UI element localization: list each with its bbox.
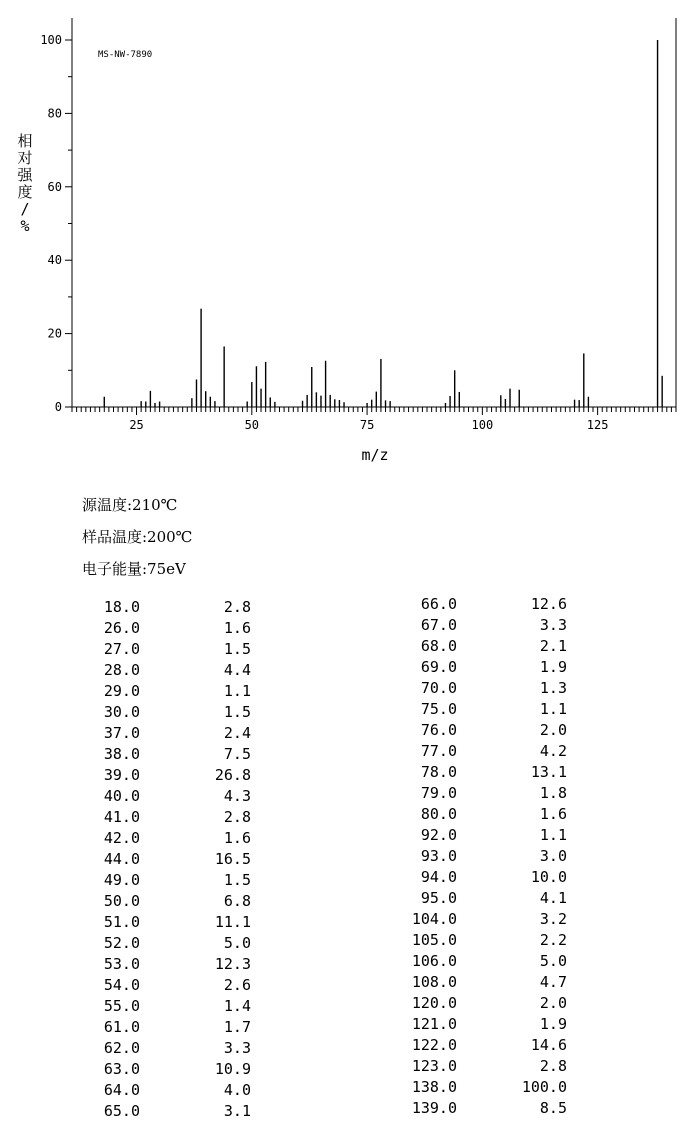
- table-intensity-value: 1.5: [223, 703, 251, 721]
- table-intensity-value: 1.8: [539, 784, 567, 802]
- table-intensity-value: 3.2: [539, 910, 567, 928]
- table-mz-value: 75.0: [420, 700, 457, 718]
- table-intensity-value: 16.5: [214, 850, 251, 868]
- x-tick-label: 100: [471, 418, 494, 432]
- table-intensity-value: 1.6: [223, 829, 251, 847]
- table-intensity-value: 1.9: [539, 658, 567, 676]
- y-tick-label: 80: [47, 106, 62, 121]
- table-intensity-value: 5.0: [223, 934, 251, 952]
- x-axis-label: m/z: [361, 446, 389, 464]
- table-mz-value: 54.0: [103, 976, 140, 994]
- table-intensity-value: 4.2: [539, 742, 567, 760]
- table-intensity-value: 2.4: [223, 724, 251, 742]
- table-intensity-value: 1.6: [223, 619, 251, 637]
- table-mz-value: 37.0: [103, 724, 140, 742]
- table-mz-value: 66.0: [420, 595, 457, 613]
- table-mz-value: 122.0: [411, 1036, 457, 1054]
- table-intensity-value: 10.0: [530, 868, 567, 886]
- table-mz-value: 92.0: [420, 826, 457, 844]
- table-mz-value: 41.0: [103, 808, 140, 826]
- table-intensity-value: 1.5: [223, 871, 251, 889]
- table-intensity-value: 6.8: [223, 892, 251, 910]
- y-tick-label: 100: [40, 33, 62, 47]
- table-mz-value: 28.0: [103, 661, 140, 679]
- table-mz-value: 53.0: [103, 955, 140, 973]
- table-intensity-value: 2.8: [539, 1057, 567, 1075]
- y-axis-label-char: /: [20, 200, 30, 218]
- table-intensity-value: 11.1: [214, 913, 251, 931]
- table-mz-value: 51.0: [103, 913, 140, 931]
- table-mz-value: 95.0: [420, 889, 457, 907]
- table-intensity-value: 26.8: [214, 766, 251, 784]
- table-intensity-value: 4.7: [539, 973, 567, 991]
- y-tick-label: 0: [54, 400, 62, 414]
- table-intensity-value: 1.1: [539, 700, 567, 718]
- y-tick-label: 60: [47, 179, 62, 194]
- table-mz-value: 120.0: [411, 994, 457, 1012]
- y-tick-label: 40: [47, 253, 62, 268]
- electron-energy: 电子能量:75eV: [82, 560, 186, 578]
- table-intensity-value: 8.5: [539, 1099, 567, 1117]
- table-mz-value: 105.0: [411, 931, 457, 949]
- table-intensity-value: 1.7: [223, 1018, 251, 1036]
- sample-temperature: 样品温度:200℃: [82, 528, 193, 546]
- table-intensity-value: 4.3: [223, 787, 251, 805]
- table-mz-value: 106.0: [411, 952, 457, 970]
- table-intensity-value: 2.0: [539, 994, 567, 1012]
- x-tick-label: 25: [129, 418, 144, 432]
- table-mz-value: 62.0: [103, 1039, 140, 1057]
- table-mz-value: 39.0: [103, 766, 140, 784]
- y-axis-label-char: 度: [17, 183, 33, 201]
- x-tick-label: 75: [359, 418, 375, 432]
- table-mz-value: 64.0: [103, 1081, 140, 1099]
- table-intensity-value: 2.1: [539, 637, 567, 655]
- table-mz-value: 104.0: [411, 910, 457, 928]
- table-mz-value: 52.0: [103, 934, 140, 952]
- table-mz-value: 40.0: [103, 787, 140, 805]
- table-mz-value: 69.0: [420, 658, 457, 676]
- table-mz-value: 94.0: [420, 868, 457, 886]
- table-intensity-value: 100.0: [521, 1078, 567, 1096]
- table-mz-value: 138.0: [411, 1078, 457, 1096]
- table-mz-value: 61.0: [103, 1018, 140, 1036]
- table-mz-value: 50.0: [103, 892, 140, 910]
- table-intensity-value: 10.9: [214, 1060, 251, 1078]
- table-mz-value: 38.0: [103, 745, 140, 763]
- table-intensity-value: 1.4: [223, 997, 251, 1015]
- chart-watermark: MS-NW-7890: [98, 50, 153, 60]
- table-mz-value: 79.0: [420, 784, 457, 802]
- x-tick-label: 50: [244, 418, 260, 432]
- table-intensity-value: 2.0: [539, 721, 567, 739]
- table-mz-value: 121.0: [411, 1015, 457, 1033]
- table-mz-value: 26.0: [103, 619, 140, 637]
- table-mz-value: 44.0: [103, 850, 140, 868]
- table-mz-value: 68.0: [420, 637, 457, 655]
- table-intensity-value: 2.8: [223, 598, 251, 616]
- y-axis-label-char: 相: [17, 132, 33, 150]
- table-intensity-value: 5.0: [539, 952, 567, 970]
- table-intensity-value: 4.1: [539, 889, 567, 907]
- table-mz-value: 18.0: [103, 598, 140, 616]
- table-mz-value: 30.0: [103, 703, 140, 721]
- x-tick-label: 125: [586, 418, 609, 432]
- table-intensity-value: 12.3: [214, 955, 251, 973]
- table-mz-value: 80.0: [420, 805, 457, 823]
- table-mz-value: 27.0: [103, 640, 140, 658]
- table-intensity-value: 4.0: [223, 1081, 251, 1099]
- source-temperature: 源温度:210℃: [82, 496, 178, 514]
- table-mz-value: 70.0: [420, 679, 457, 697]
- table-intensity-value: 1.9: [539, 1015, 567, 1033]
- y-axis-label-char: 对: [17, 149, 33, 167]
- table-mz-value: 123.0: [411, 1057, 457, 1075]
- table-mz-value: 139.0: [411, 1099, 457, 1117]
- table-mz-value: 78.0: [420, 763, 457, 781]
- table-mz-value: 93.0: [420, 847, 457, 865]
- table-intensity-value: 1.3: [539, 679, 567, 697]
- table-intensity-value: 3.1: [223, 1102, 251, 1120]
- table-mz-value: 77.0: [420, 742, 457, 760]
- table-intensity-value: 13.1: [530, 763, 567, 781]
- table-intensity-value: 7.5: [223, 745, 251, 763]
- table-intensity-value: 4.4: [223, 661, 251, 679]
- table-mz-value: 42.0: [103, 829, 140, 847]
- table-mz-value: 49.0: [103, 871, 140, 889]
- table-intensity-value: 1.1: [539, 826, 567, 844]
- y-tick-label: 20: [47, 326, 62, 341]
- table-mz-value: 63.0: [103, 1060, 140, 1078]
- table-intensity-value: 2.2: [539, 931, 567, 949]
- table-mz-value: 55.0: [103, 997, 140, 1015]
- table-intensity-value: 12.6: [530, 595, 567, 613]
- table-intensity-value: 2.6: [223, 976, 251, 994]
- table-mz-value: 108.0: [411, 973, 457, 991]
- table-intensity-value: 14.6: [530, 1036, 567, 1054]
- table-intensity-value: 3.3: [539, 616, 567, 634]
- table-mz-value: 76.0: [420, 721, 457, 739]
- table-mz-value: 67.0: [420, 616, 457, 634]
- table-mz-value: 29.0: [103, 682, 140, 700]
- table-intensity-value: 2.8: [223, 808, 251, 826]
- table-intensity-value: 1.1: [223, 682, 251, 700]
- table-intensity-value: 3.3: [223, 1039, 251, 1057]
- table-intensity-value: 1.5: [223, 640, 251, 658]
- table-mz-value: 65.0: [103, 1102, 140, 1120]
- table-intensity-value: 3.0: [539, 847, 567, 865]
- y-axis-label-char: %: [20, 217, 30, 235]
- table-intensity-value: 1.6: [539, 805, 567, 823]
- y-axis-label-char: 强: [17, 166, 33, 184]
